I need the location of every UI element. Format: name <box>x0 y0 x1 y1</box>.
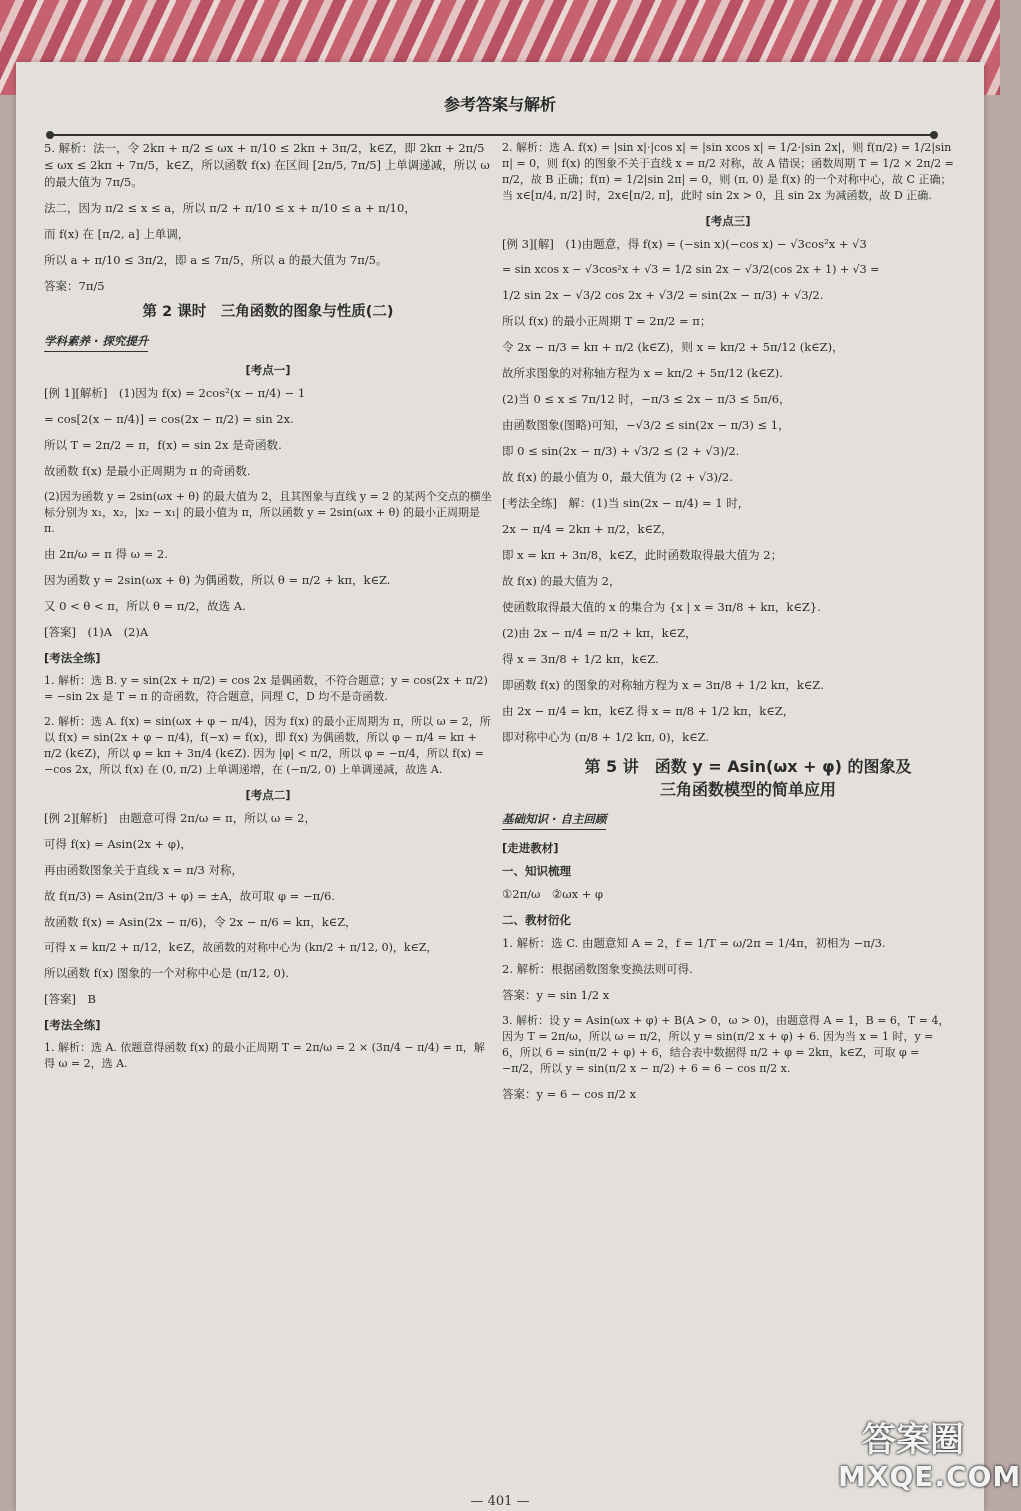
text-line: 3. 解析：设 y = Asin(ωx + φ) + B(A > 0，ω > 0)，由题意得 A = 1，B = 6，T = 4，因为 T = 2π/ω，所以 ω = π/2，所以 y = sin(π/2 x + φ) + 6. 因为当 x = 1 时，y = 6，所以 6 = sin(π/2 + φ) + 6，结合表中数据得 π/2 + φ = 2kπ，k∈Z，可取 φ = −π/2，所以 y = sin(π/2 x − π/2) + 6 = 6 − cos π/2 x. <box>502 1014 950 1075</box>
lecture-title <box>542 755 954 801</box>
text-line: [考法全练] 解：(1)当 sin(2x − π/4) = 1 时， <box>502 496 750 510</box>
text-line: 1/2 sin 2x − √3/2 cos 2x + √3/2 = sin(2x − π/3) + √3/2. <box>502 288 824 302</box>
text-line: 得 x = 3π/8 + 1/2 kπ，k∈Z. <box>502 652 659 666</box>
section-banner: 学科素养 · 探究提升 <box>44 333 148 352</box>
section-title: 第 2 课时 三角函数的图象与性质(二) <box>142 304 394 320</box>
text-line: 即 0 ≤ sin(2x − π/3) + √3/2 ≤ (2 + √3)/2. <box>502 444 740 458</box>
text-line: 所以 T = 2π/2 = π，f(x) = sin 2x 是奇函数. <box>44 438 282 452</box>
text-line: (2)当 0 ≤ x ≤ 7π/12 时，−π/3 ≤ 2x − π/3 ≤ 5π/6， <box>502 392 791 406</box>
text-line: (2)因为函数 y = 2sin(ωx + θ) 的最大值为 2，且其图象与直线 y = 2 的某两个交点的横坐标分别为 x₁，x₂，|x₂ − x₁| 的最小值为 π，所以函数 y = 2sin(ωx + θ) 的最小正周期是 π. <box>44 490 492 535</box>
kaodian-heading: [考点一] <box>245 363 291 377</box>
text-line: 2. 解析：根据函数图象变换法则可得. <box>502 962 693 976</box>
page-header-title: 参考答案与解析 <box>443 95 556 114</box>
text-line: 故 f(π/3) = Asin(2π/3 + φ) = ±A，故可取 φ = −π/6. <box>44 889 335 903</box>
text-line: 令 2x − π/3 = kπ + π/2 (k∈Z)，则 x = kπ/2 + 5π/12 (k∈Z)， <box>502 340 844 354</box>
text-line: 1. 解析：选 C. 由题意知 A = 2，f = 1/T = ω/2π = 1/4π，初相为 −π/3. <box>502 936 886 950</box>
header-rule <box>50 134 934 136</box>
left-column <box>44 140 492 1081</box>
text-line: [例 2][解析] 由题意可得 2π/ω = π，所以 ω = 2， <box>44 811 317 825</box>
text-line: 1. 解析：选 B. y = sin(2x + π/2) = cos 2x 是偶函数，不符合题意；y = cos(2x + π/2) = −sin 2x 是 T = π 的奇函数，符合题意，同理 C，D 均不是奇函数. <box>44 674 488 703</box>
page-number: — 401 — <box>470 1494 530 1509</box>
text-line: 即函数 f(x) 的图象的对称轴方程为 x = 3π/8 + 1/2 kπ，k∈Z. <box>502 678 824 692</box>
answer-line: 答案：y = 6 − cos π/2 x <box>502 1087 637 1101</box>
subsection-heading: [走进教材] <box>502 841 559 855</box>
text-line: 可得 x = kπ/2 + π/12，k∈Z，故函数的对称中心为 (kπ/2 + π/12, 0)，k∈Z， <box>44 941 438 954</box>
text-line: [例 1][解析] (1)因为 f(x) = 2cos²(x − π/4) − 1 <box>44 386 306 400</box>
practice-heading: [考法全练] <box>44 651 101 665</box>
answer-line: 答案：7π/5 <box>44 279 105 293</box>
text-line: = sin xcos x − √3cos²x + √3 = 1/2 sin 2x − √3/2(cos 2x + 1) + √3 = <box>502 263 880 276</box>
text-line: 使函数取得最大值的 x 的集合为 {x | x = 3π/8 + kπ，k∈Z}. <box>502 600 821 614</box>
text-line: 2. 解析：选 A. f(x) = |sin x|·|cos x| = |sin xcos x| = 1/2·|sin 2x|，则 f(π/2) = 1/2|sin π| = 0，则 f(x) 的图象不关于直线 x = π/2 对称，故 A 错误；函数周期 T = 1/2 × 2π/2 = π/2，故 B 正确；f(π) = 1/2|sin 2π| = 0，则 (π, 0) 是 f(x) 的一个对称中心，故 C 正确；当 x∈[π/4, π/2] 时，2x∈[π/2, π]，此时 sin 2x > 0，且 sin 2x 为减函数，故 D 正确. <box>502 141 954 202</box>
text-line: 又 0 < θ < π，所以 θ = π/2，故选 A. <box>44 599 246 613</box>
text-line: 所以函数 f(x) 图象的一个对称中心是 (π/12, 0). <box>44 966 290 980</box>
right-column <box>502 140 954 1112</box>
site-watermark <box>838 1420 1021 1506</box>
text-line: 所以 a + π/10 ≤ 3π/2，即 a ≤ 7π/5，所以 a 的最大值为 7π/5。 <box>44 253 388 267</box>
text-line: 可得 f(x) = Asin(2x + φ)， <box>44 837 192 851</box>
text-line: 由函数图象(图略)可知，−√3/2 ≤ sin(2x − π/3) ≤ 1， <box>502 418 790 432</box>
text-line: 法二，因为 π/2 ≤ x ≤ a，所以 π/2 + π/10 ≤ x + π/10 ≤ a + π/10， <box>44 201 416 215</box>
answer-line: 答案：y = sin 1/2 x <box>502 988 610 1002</box>
text-line: 故 f(x) 的最大值为 2， <box>502 574 621 588</box>
text-line: (2)由 2x − π/4 = π/2 + kπ，k∈Z， <box>502 626 697 640</box>
text-line: 再由函数图象关于直线 x = π/3 对称， <box>44 863 243 877</box>
text-line: 而 f(x) 在 [π/2, a] 上单调， <box>44 227 190 241</box>
answer-line: [答案] B <box>44 992 96 1006</box>
book-page <box>16 62 984 1511</box>
kaodian-heading: [考点二] <box>245 788 291 802</box>
text-line: 2x − π/4 = 2kπ + π/2，k∈Z， <box>502 522 673 536</box>
text-line: 即 x = kπ + 3π/8，k∈Z，此时函数取得最大值为 2； <box>502 548 783 562</box>
watermark-line-2: MXQE.COM <box>838 1460 1021 1493</box>
text-line: 故函数 f(x) = Asin(2x − π/6)，令 2x − π/6 = kπ，k∈Z， <box>44 915 357 929</box>
kaodian-heading: [考点三] <box>705 214 751 228</box>
text-line: [例 3][解] (1)由题意，得 f(x) = (−sin x)(−cos x) − √3cos²x + √3 <box>502 237 867 251</box>
text-line: = cos[2(x − π/4)] = cos(2x − π/2) = sin 2x. <box>44 412 294 426</box>
text-line: 5. 解析：法一，令 2kπ + π/2 ≤ ωx + π/10 ≤ 2kπ + 3π/2，k∈Z，即 2kπ + 2π/5 ≤ ωx ≤ 2kπ + 7π/5，k∈Z，所以函数 f(x) 在区间 [2π/5, 7π/5] 上单调递减，所以 ω 的最大值为 7π/5。 <box>44 141 490 189</box>
text-line: 由 2π/ω = π 得 ω = 2. <box>44 547 168 561</box>
practice-heading: [考法全练] <box>44 1018 101 1032</box>
text-line: 1. 解析：选 A. 依题意得函数 f(x) 的最小正周期 T = 2π/ω = 2 × (3π/4 − π/4) = π，解得 ω = 2，选 A. <box>44 1041 485 1070</box>
text-line: 所以 f(x) 的最小正周期 T = 2π/2 = π； <box>502 314 712 328</box>
text-line: 因为函数 y = 2sin(ωx + θ) 为偶函数，所以 θ = π/2 + kπ，k∈Z. <box>44 573 391 587</box>
text-line: 即对称中心为 (π/8 + 1/2 kπ, 0)，k∈Z. <box>502 730 710 744</box>
watermark-line-1: 答案圈 <box>862 1420 964 1460</box>
text-line: 由 2x − π/4 = kπ，k∈Z 得 x = π/8 + 1/2 kπ，k∈Z， <box>502 704 795 718</box>
text-line: 2. 解析：选 A. f(x) = sin(ωx + φ − π/4)，因为 f(x) 的最小正周期为 π，所以 ω = 2，所以 f(x) = sin(2x + φ − π/4)，f(−x) = f(x)，即 f(x) 为偶函数，所以 φ − π/4 = kπ + π/2 (k∈Z)，所以 φ = kπ + 3π/4 (k∈Z). 因为 |φ| < π/2，所以 φ = −π/4，所以 f(x) = −cos 2x，所以 f(x) 在 (0, π/2) 上单调递增，在 (−π/2, 0) 上单调递减，故选 A. <box>44 715 491 776</box>
lecture-title-line-1: 第 5 讲 函数 y = Asin(ωx + φ) 的图象及 <box>584 757 912 776</box>
text-line: 故函数 f(x) 是最小正周期为 π 的奇函数. <box>44 464 251 478</box>
text-line: 故 f(x) 的最小值为 0，最大值为 (2 + √3)/2. <box>502 470 733 484</box>
subsection-heading: 二、教材衍化 <box>502 913 571 927</box>
section-banner: 基础知识 · 自主回顾 <box>502 811 606 830</box>
answer-line: [答案] (1)A (2)A <box>44 625 149 639</box>
text-line: ①2π/ω ②ωx + φ <box>502 887 604 901</box>
text-line: 故所求图象的对称轴方程为 x = kπ/2 + 5π/12 (k∈Z). <box>502 366 783 380</box>
lecture-title-line-2: 三角函数模型的简单应用 <box>659 780 836 799</box>
subsection-heading: 一、知识梳理 <box>502 864 571 878</box>
